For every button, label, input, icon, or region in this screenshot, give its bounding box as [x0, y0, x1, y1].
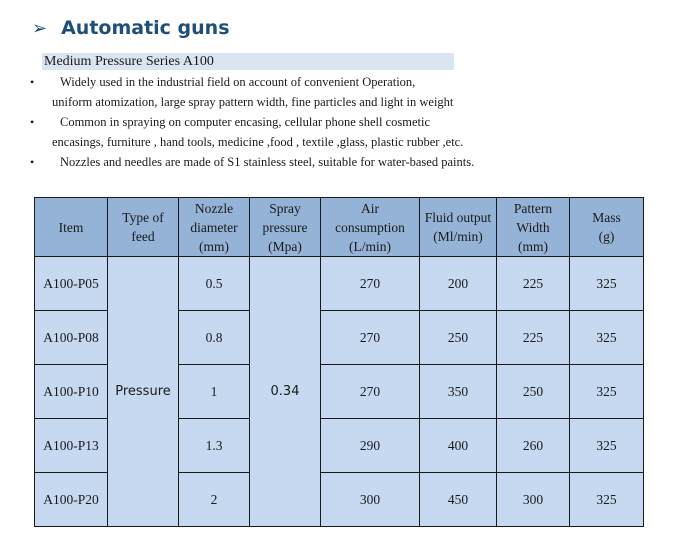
cell-mass: 325 — [570, 473, 644, 527]
header-item: Item — [35, 198, 108, 257]
header-spray-pressure: Spray pressure (Mpa) — [250, 198, 321, 257]
bullet-item — [0, 112, 673, 132]
cell-item: A100-P08 — [35, 311, 108, 365]
cell-air: 270 — [321, 311, 420, 365]
cell-fluid: 200 — [420, 257, 497, 311]
cell-mass: 325 — [570, 311, 644, 365]
cell-air: 270 — [321, 365, 420, 419]
bullet-text: encasings, furniture , hand tools, medicine ,food , textile ,glass, plastic rubber ,etc. — [52, 135, 464, 149]
spec-table — [34, 197, 644, 527]
bullet-text: uniform atomization, large spray pattern width, fine particles and light in weight — [52, 95, 454, 109]
header-pattern-width: Pattern Width (mm) — [497, 198, 570, 257]
cell-air: 300 — [321, 473, 420, 527]
header-nozzle-diameter: Nozzle diameter (mm) — [179, 198, 250, 257]
cell-feed-type: Pressure — [108, 257, 179, 527]
bullet-icon: • — [30, 155, 35, 169]
bullet-item — [0, 72, 673, 92]
table-header-row — [35, 198, 644, 257]
bullet-continuation — [0, 132, 673, 152]
cell-item: A100-P05 — [35, 257, 108, 311]
cell-item: A100-P13 — [35, 419, 108, 473]
cell-pattern: 300 — [497, 473, 570, 527]
header-feed-type: Type of feed — [108, 198, 179, 257]
cell-nozzle: 2 — [179, 473, 250, 527]
cell-nozzle: 1 — [179, 365, 250, 419]
section-heading — [32, 14, 230, 42]
cell-fluid: 450 — [420, 473, 497, 527]
bullet-item — [0, 152, 673, 172]
cell-pattern: 250 — [497, 365, 570, 419]
bullet-icon: • — [30, 115, 35, 129]
cell-item: A100-P20 — [35, 473, 108, 527]
cell-air: 270 — [321, 257, 420, 311]
table-row — [35, 257, 644, 311]
header-mass: Mass (g) — [570, 198, 644, 257]
section-title: Automatic guns — [61, 17, 230, 39]
cell-item: A100-P10 — [35, 365, 108, 419]
series-title: Medium Pressure Series A100 — [42, 53, 454, 70]
cell-nozzle: 1.3 — [179, 419, 250, 473]
cell-pattern: 225 — [497, 257, 570, 311]
header-air-consumption: Air consumption (L/min) — [321, 198, 420, 257]
bullet-text: Nozzles and needles are made of S1 stainless steel, suitable for water-based paints. — [60, 155, 475, 169]
arrow-icon: ➢ — [32, 17, 48, 39]
cell-fluid: 250 — [420, 311, 497, 365]
cell-nozzle: 0.5 — [179, 257, 250, 311]
bullet-text: Widely used in the industrial field on account of convenient Operation, — [60, 75, 416, 89]
cell-pattern: 225 — [497, 311, 570, 365]
bullet-icon: • — [30, 75, 35, 89]
cell-pattern: 260 — [497, 419, 570, 473]
bullet-text: Common in spraying on computer encasing, cellular phone shell cosmetic — [60, 115, 431, 129]
cell-mass: 325 — [570, 257, 644, 311]
cell-nozzle: 0.8 — [179, 311, 250, 365]
bullet-continuation — [0, 92, 673, 112]
cell-mass: 325 — [570, 419, 644, 473]
cell-fluid: 400 — [420, 419, 497, 473]
cell-spray-pressure: 0.34 — [250, 257, 321, 527]
cell-air: 290 — [321, 419, 420, 473]
header-fluid-output: Fluid output (Ml/min) — [420, 198, 497, 257]
cell-fluid: 350 — [420, 365, 497, 419]
cell-mass: 325 — [570, 365, 644, 419]
